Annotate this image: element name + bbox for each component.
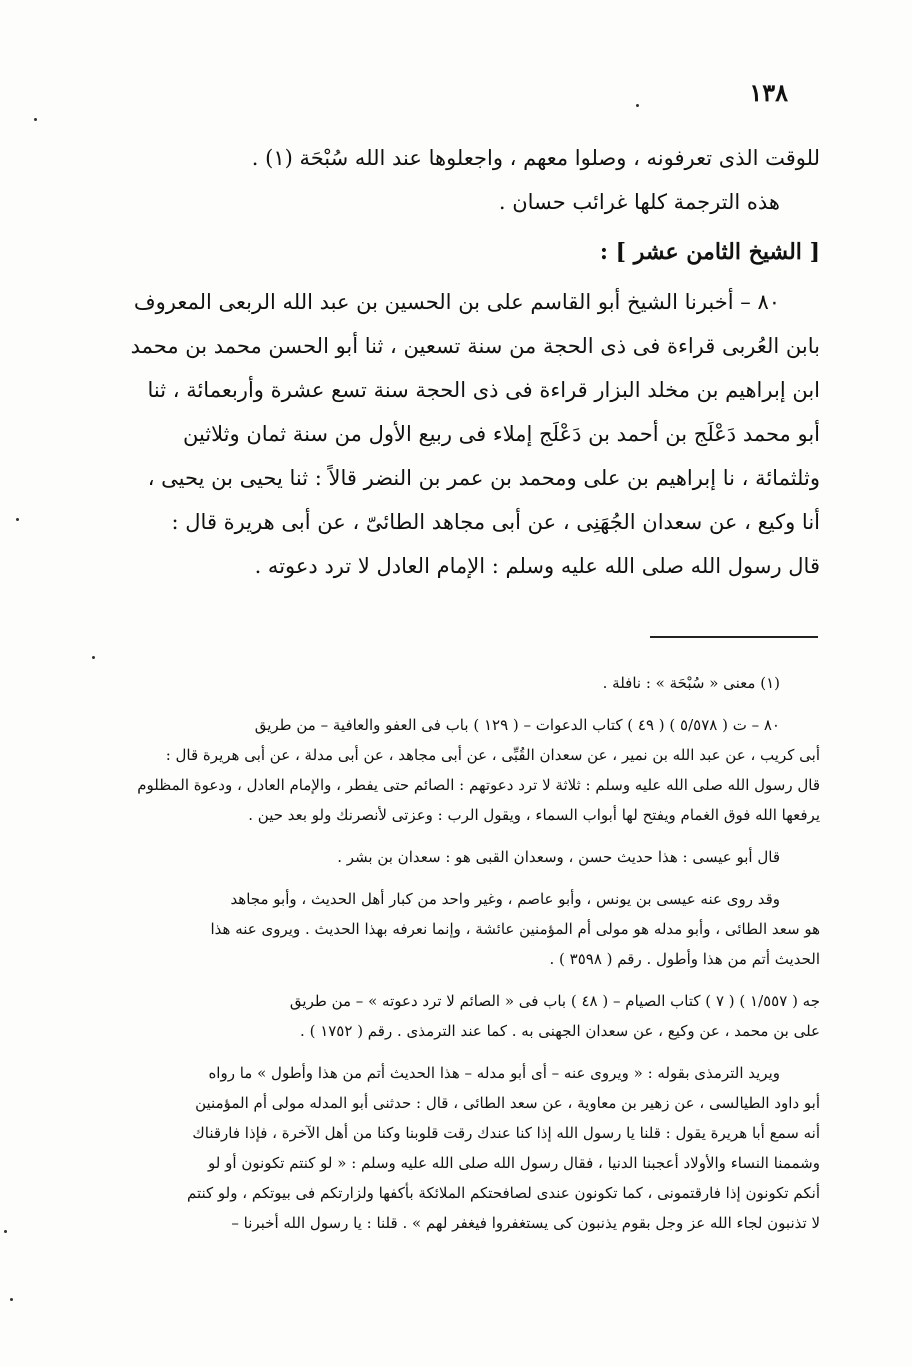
footnote-line: وشممنا النساء والأولاد أعجبنا الدنيا ، فقال رسول الله صلى الله عليه وسلم : « لو كنتم تكونون أو لو — [208, 1154, 820, 1172]
footnote-block — [108, 1058, 820, 1238]
hadith-line: وثلثمائة ، نا إبراهيم بن على ومحمد بن عمر بن النضر قالاً : ثنا يحيى بن يحيى ، — [147, 466, 820, 490]
footnote-line: ٨٠ – ت ( ٥/٥٧٨ ) ( ٤٩ ) كتاب الدعوات – ( ١٢٩ ) باب فى العفو والعافية – من طريق — [254, 716, 780, 734]
scan-speck — [16, 518, 19, 521]
footnote-line: أنه سمع أبا هريرة يقول : قلنا يا رسول الله إذا كنا عندك رقت قلوبنا وكنا من أهل الآخرة ، فإذا فارقناك — [192, 1124, 820, 1142]
hadith-line: أنا وكيع ، عن سعدان الجُهَنِى ، عن أبى مجاهد الطائىّ ، عن أبى هريرة قال : — [171, 510, 820, 534]
footnote-line: جه ( ١/٥٥٧ ) ( ٧ ) كتاب الصيام – ( ٤٨ ) باب فى « الصائم لا ترد دعوته » – من طريق — [289, 992, 820, 1010]
footnote-block — [108, 710, 820, 830]
footnotes — [108, 668, 820, 1250]
scan-speck — [92, 656, 95, 659]
main-line: للوقت الذى تعرفونه ، وصلوا معهم ، واجعلوها عند الله سُبْحَة (١) . — [251, 146, 820, 170]
hadith-line: قال رسول الله صلى الله عليه وسلم : الإمام العادل لا ترد دعوته . — [254, 554, 820, 578]
footnote-line: وقد روى عنه عيسى بن يونس ، وأبو عاصم ، وغير واحد من كبار أهل الحديث ، وأبو مجاهد — [230, 890, 780, 908]
footnote-block — [108, 668, 820, 698]
footnote-line: الحديث أتم من هذا وأطول . رقم ( ٣٥٩٨ ) . — [549, 950, 820, 968]
footnote-line: على بن محمد ، عن وكيع ، عن سعدان الجهنى به . كما عند الترمذى . رقم ( ١٧٥٢ ) . — [300, 1022, 820, 1040]
footnote-line: هو سعد الطائى ، وأبو مدله هو مولى أم المؤمنين عائشة ، وإنما نعرفه بهذا الحديث . ويروى عنه هذا — [210, 920, 820, 938]
footnote-block — [108, 986, 820, 1046]
hadith-line: بابن العُربى قراءة فى ذى الحجة من سنة تسعين ، ثنا أبو الحسن محمد بن محمد — [130, 334, 820, 358]
footnote-line: لا تذنبون لجاء الله عز وجل بقوم يذنبون كى يستغفروا فيغفر لهم » . قلنا : يا رسول الله أخبرنا – — [231, 1214, 820, 1232]
page-number: ١٣٨ — [749, 78, 788, 107]
footnote-line: أبو داود الطيالسى ، عن زهير بن معاوية ، عن سعد الطائى ، قال : حدثنى أبو المدله مولى أم المؤمنين — [195, 1094, 820, 1112]
main-line: هذه الترجمة كلها غرائب حسان . — [498, 190, 780, 214]
footnote-divider — [650, 636, 818, 638]
footnote-line: قال رسول الله صلى الله عليه وسلم : ثلاثة لا ترد دعوتهم : الصائم حتى يفطر ، والإمام العادل ، ودعوة المظلوم — [137, 776, 820, 794]
section-heading: [ الشيخ الثامن عشر ] : — [599, 239, 820, 265]
hadith-line: ابن إبراهيم بن مخلد البزار قراءة فى ذى الحجة سنة تسع عشرة وأربعمائة ، ثنا — [147, 378, 820, 402]
footnote-line: قال أبو عيسى : هذا حديث حسن ، وسعدان القبى هو : سعدان بن بشر . — [337, 848, 780, 866]
footnote-line: أبى كريب ، عن عبد الله بن نمير ، عن سعدان القُبِّى ، عن أبى مجاهد ، عن أبى مدلة ، عن أبى هريرة قال : — [165, 746, 820, 764]
main-text — [108, 136, 820, 588]
scan-speck — [636, 104, 639, 107]
hadith-paragraph — [108, 280, 820, 588]
scan-speck — [10, 1298, 13, 1301]
footnote-line: ويريد الترمذى بقوله : « ويروى عنه – أى أبو مدله – هذا الحديث أتم من هذا وأطول » ما رواه — [208, 1064, 780, 1082]
footnote-line: (١) معنى « سُبْحَة » : نافلة . — [602, 674, 780, 692]
footnote-line: أنكم تكونون إذا فارقتمونى ، كما تكونون عندى لصافحتكم الملائكة بأكفها ولزارتكم فى بيوتكم ، ولو كنتم — [186, 1184, 820, 1202]
scan-speck — [4, 1230, 7, 1233]
footnote-line: يرفعها الله فوق الغمام ويفتح لها أبواب السماء ، ويقول الرب : وعزتى لأنصرنك ولو بعد حين . — [248, 806, 820, 824]
hadith-line: أبو محمد دَعْلَج بن أحمد بن دَعْلَج إملاء فى ربيع الأول من سنة ثمان وثلاثين — [182, 422, 820, 446]
footnote-block — [108, 842, 820, 872]
hadith-line: ٨٠ – أخبرنا الشيخ أبو القاسم على بن الحسين بن عبد الله الربعى المعروف — [133, 290, 780, 314]
footnote-block — [108, 884, 820, 974]
scan-speck — [34, 118, 37, 121]
